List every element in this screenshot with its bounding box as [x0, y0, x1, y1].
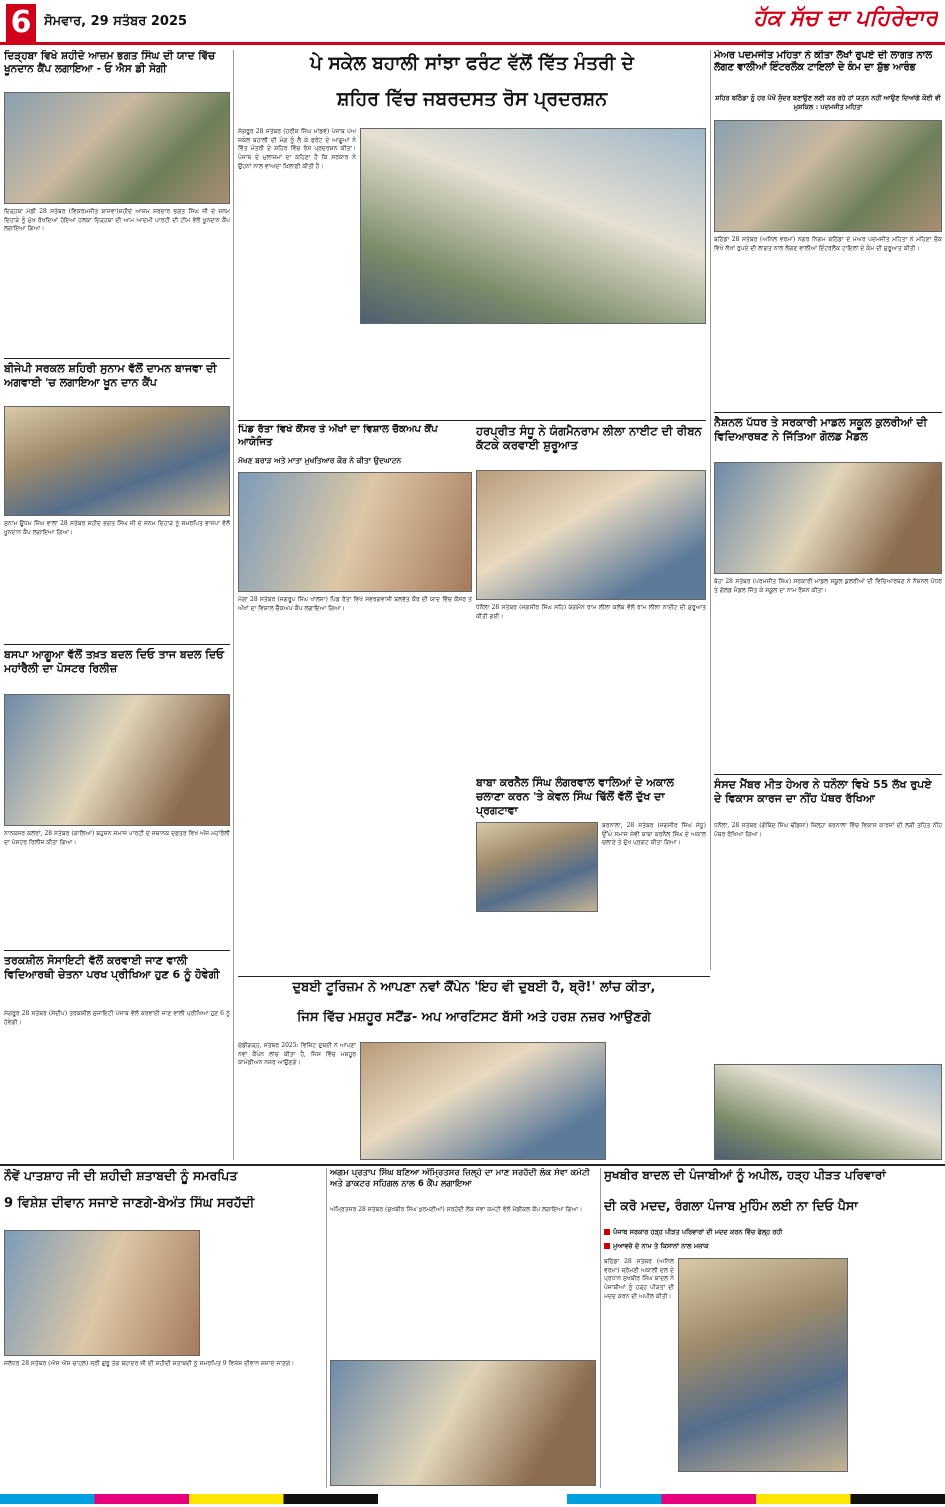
- mp-photo: [714, 1064, 942, 1160]
- meter-caption: ਸ਼ਹਿਰ ਬਠਿੰਡਾ ਨੂੰ ਹਰ ਪੱਖੋਂ ਸੁੰਦਰ ਬਣਾਉਣ ਲਈ ਕਰ ਰਹੇ ਹਾਂ ਯਤਨ ਨਹੀਂ ਆਉਣ ਦਿਆਂਗੇ ਕੋਈ ਵੀ ਮੁਸ਼ਕਿਲ : ਪਦਮਜੀਤ ਮਹਿਤਾ: [715, 94, 941, 111]
- tarksheel-headline: ਤਰਕਸ਼ੀਲ ਸੋਸਾਇਟੀ ਵੱਲੋਂ ਕਰਵਾਈ ਜਾਣ ਵਾਲੀ ਵਿਦਿਆਰਥੀ ਚੇਤਨਾ ਪਰਖ ਪ੍ਰੀਖਿਆ ਹੁਣ 6 ਨੂੰ ਹੋਵੇਗੀ: [4, 954, 220, 981]
- sports-body: ਬੋਹਾ 28 ਸਤੰਬਰ (ਪਰਮਜੀਤ ਸਿੰਘ) ਸਰਕਾਰੀ ਮਾਡਲ ਸਕੂਲ ਕੁਲਰੀਆਂ ਦੀ ਵਿਦਿਆਰਥਣ ਨੇ ਨੈਸ਼ਨਲ ਪੱਧਰ ਤੇ ਗੋਲਡ ਮੈਡਲ ਜਿੱਤ ਕੇ ਸਕੂਲ ਦਾ ਨਾਮ ਰੌਸ਼ਨ ਕੀਤਾ।: [714, 578, 942, 594]
- page-number-badge: [6, 4, 36, 42]
- column-rule: [233, 50, 234, 1160]
- tarksheel-body: ਸੰਗਰੂਰ 28 ਸਤੰਬਰ (ਸੰਦੀਪ) ਤਰਕਸ਼ੀਲ ਸੁਸਾਇਟੀ ਪੰਜਾਬ ਵੱਲੋਂ ਕਰਵਾਈ ਜਾਣ ਵਾਲੀ ਪ੍ਰੀਖਿਆ ਹੁਣ 6 ਨੂੰ ਹੋਵੇਗੀ।: [4, 1010, 230, 1026]
- eye-camp-headline: ਪਿੰਡ ਰੱਤਾ ਵਿਖੇ ਕੈਂਸਰ ਤੇ ਅੱਖਾਂ ਦਾ ਵਿਸ਼ਾਲ ਚੈੱਕਅਪ ਕੈਂਪ ਆਯੋਜਿਤ: [238, 424, 438, 448]
- main-protest-body: ਸੰਗਰੂਰ 28 ਸਤੰਬਰ (ਹਰੀਸ਼ ਸਿੰਘ ਮਾਂਡਵੇ) ਪੰਜਾਬ ਪੇਅ ਸਕੇਲ ਬਹਾਲੀ ਦੀ ਮੰਗ ਨੂੰ ਲੈ ਕੇ ਫਰੰਟ ਦੇ ਆਗੂਆਂ ਨੇ ਵਿੱਤ ਮੰਤਰੀ ਦੇ ਸ਼ਹਿਰ ਵਿੱਚ ਰੋਸ ਪ੍ਰਦਰਸ਼ਨ ਕੀਤਾ। ਪੰਜਾਬ ਦੇ ਮੁਲਾਜ਼ਮਾਂ ਦਾ ਕਹਿਣਾ ਹੈ ਕਿ ਸਰਕਾਰ ਨੇ ਉਹਨਾਂ ਨਾਲ ਵਾਅਦਾ ਖ਼ਿਲਾਫ਼ੀ ਕੀਤੀ ਹੈ।: [238, 128, 356, 170]
- column-rule: [600, 1168, 601, 1488]
- blood-camp-body: ਦਿੜ੍ਹਬਾ ਮੰਡੀ 28 ਸਤੰਬਰ (ਵਿਕਰਮਜੀਤ ਬਾਜਵਾ)ਸ਼ਹੀਦੇ ਆਜ਼ਮ ਸਰਦਾਰ ਭਗਤ ਸਿੰਘ ਜੀ ਦੇ ਜਨਮ ਦਿਹਾੜੇ ਨੂੰ ਮੁੱਖ ਰੱਖਦਿਆਂ ਹੋਇਆਂ ਹਲਕਾ ਦਿੜ੍ਹਬਾ ਦੀ ਆਮ ਆਦਮੀ ਪਾਰਟੀ ਦੀ ਟੀਮ ਵੱਲੋਂ ਖੂਨਦਾਨ ਕੈਂਪ ਲਗਾਇਆ ਗਿਆ।: [4, 208, 230, 233]
- bsp-body: ਨਾਨਕਸਰ ਕਲੇਰਾਂ, 28 ਸਤੰਬਰ (ਕਾਲਿਆ) ਬਹੁਜਨ ਸਮਾਜ ਪਾਰਟੀ ਦੇ ਸਥਾਨਕ ਦਫਤਰ ਵਿਖੇ ਅੱਜ ਮਹਾਂਰੈਲੀ ਦਾ ਪੋਸਟਰ ਰਿਲੀਜ਼ ਕੀਤਾ ਗਿਆ।: [4, 830, 230, 846]
- guru-headline-2: 9 ਵਿਸ਼ੇਸ਼ ਦੀਵਾਨ ਸਜਾਏ ਜਾਣਗੇ-ਬੇਅੰਤ ਸਿੰਘ ਸਰਹੱਦੀ: [4, 1196, 255, 1211]
- divider: [714, 412, 942, 413]
- eye-camp-photo: [238, 472, 472, 592]
- divider: [4, 950, 230, 951]
- guru-body-side: [204, 1230, 322, 1356]
- dubai-photo: [360, 1042, 606, 1160]
- column-rule: [710, 50, 711, 970]
- bsp-photo: [4, 694, 230, 826]
- sukhbir-headline-1: ਸੁਖਬੀਰ ਬਾਦਲ ਦੀ ਪੰਜਾਬੀਆਂ ਨੂੰ ਅਪੀਲ, ਹੜ੍ਹ ਪੀੜਤ ਪਰਿਵਾਰਾਂ: [604, 1168, 886, 1182]
- bottom-divider: [0, 1164, 945, 1166]
- eye-camp-subhead: ਮੱਖਣ ਬਰਾੜ ਅਤੇ ਮਾਤਾ ਮੁਖਤਿਆਰ ਕੌਰ ਨੇ ਕੀਤਾ ਉਦਘਾਟਨ: [238, 456, 402, 465]
- main-protest-headline-1: ਪੇ ਸਕੇਲ ਬਹਾਲੀ ਸਾਂਝਾ ਫਰੰਟ ਵੱਲੋਂ ਵਿੱਤ ਮੰਤਰੀ ਦੇ: [310, 53, 634, 74]
- bjp-camp-photo: [4, 406, 230, 516]
- sports-photo: [714, 462, 942, 574]
- meter-headline: ਮੇਅਰ ਪਦਮਜੀਤ ਮਹਿਤਾ ਨੇ ਕੀਤਾ ਲੱਖਾਂ ਰੁਪਏ ਦੀ ਲਾਗਤ ਨਾਲ ਲੱਗਣ ਵਾਲੀਆਂ ਇੰਟਰਲੌਕ ਟਾਇਲਾਂ ਦੇ ਕੰਮ ਦਾ ਸ਼ੁੱਭ ਆਰੰਭ: [714, 50, 933, 74]
- bjp-camp-headline: ਬੀਜੇਪੀ ਸਰਕਲ ਸ਼ਹਿਰੀ ਸੁਨਾਮ ਵੱਲੋਂ ਦਾਮਨ ਬਾਜਵਾ ਦੀ ਅਗਵਾਈ 'ਚ ਲਗਾਇਆ ਖੂਨ ਦਾਨ ਕੈਂਪ: [4, 362, 217, 389]
- main-protest-headline-2: ਸ਼ਹਿਰ ਵਿੱਚ ਜਬਰਦਸਤ ਰੋਸ ਪ੍ਰਦਰਸ਼ਨ: [336, 88, 608, 110]
- divider: [714, 774, 942, 775]
- sukhbir-photo: [678, 1258, 848, 1472]
- issue-date: ਸੋਮਵਾਰ, 29 ਸਤੰਬਰ 2025: [44, 14, 188, 29]
- agam-photo: [330, 1360, 596, 1486]
- sukhbir-body-cont: [852, 1258, 942, 1488]
- sukhbir-bullet-1: [604, 1228, 942, 1240]
- sukhbir-body: ਬਠਿੰਡਾ 28 ਸਤੰਬਰ (ਅਨਿਲ ਵਰਮਾ) ਸ਼੍ਰੋਮਣੀ ਅਕਾਲੀ ਦਲ ਦੇ ਪ੍ਰਧਾਨ ਸੁਖਬੀਰ ਸਿੰਘ ਬਾਦਲ ਨੇ ਪੰਜਾਬੀਆਂ ਨੂੰ ਹੜ੍ਹ ਪੀੜਤਾਂ ਦੀ ਮਦਦ ਕਰਨ ਦੀ ਅਪੀਲ ਕੀਤੀ।: [604, 1258, 674, 1300]
- guru-headline-1: ਨੌਵੇਂ ਪਾਤਸ਼ਾਹ ਜੀ ਦੀ ਸ਼ਹੀਦੀ ਸ਼ਤਾਬਦੀ ਨੂੰ ਸਮਰਪਿਤ: [4, 1168, 238, 1183]
- dubai-body: ਚੰਡੀਗੜ੍ਹ, ਸਤੰਬਰ 2025: ਵਿਜ਼ਿਟ ਦੁਬਈ ਨੇ ਆਪਣਾ ਨਵਾਂ ਕੈਂਪੇਨ ਲਾਂਚ ਕੀਤਾ ਹੈ, ਜਿਸ ਵਿੱਚ ਮਸ਼ਹੂਰ ਕਾਮੇਡੀਅਨ ਨਜ਼ਰ ਆਉਣਗੇ।: [238, 1042, 356, 1067]
- paper-name: ਹੱਕ ਸੱਚ ਦਾ ਪਹਿਰੇਦਾਰ: [753, 6, 938, 31]
- masthead-rule: [0, 42, 945, 45]
- main-protest-photo: [360, 128, 706, 324]
- sukhbir-bullet-2: [604, 1242, 942, 1254]
- funeral-headline: ਬਾਬਾ ਕਰਨੈਲ ਸਿੰਘ ਲੰਗਰਵਾਲ ਵਾਲਿਆਂ ਦੇ ਅਕਾਲ ਚਲਾਣਾ ਕਰਨ 'ਤੇ ਕੇਵਲ ਸਿੰਘ ਢਿੱਲੋਂ ਵੱਲੋਂ ਦੁੱਖ ਦਾ ਪ੍ਰਗਟਾਵਾ: [476, 776, 674, 817]
- blood-camp-headline: ਦਿੜ੍ਹਬਾ ਵਿਖੇ ਸ਼ਹੀਦੇ ਆਜ਼ਮ ਭਗਤ ਸਿੰਘ ਦੀ ਯਾਦ ਵਿੱਚ ਖੂਨਦਾਨ ਕੈਂਪ ਲਗਾਇਆ - ਓ ਐਸ ਡੀ ਸੇਗੀ: [4, 50, 216, 76]
- eye-camp-body: ਮੋਗਾ 28 ਸਤੰਬਰ (ਜਗਰੂਪ ਸਿੰਘ ਖਾਲਸਾ) ਪਿੰਡ ਰੱਤਾ ਵਿਖੇ ਸਵਰਗਵਾਸੀ ਬਲਵੰਤ ਕੌਰ ਦੀ ਯਾਦ ਵਿੱਚ ਕੈਂਸਰ ਤੇ ਅੱਖਾਂ ਦਾ ਵਿਸ਼ਾਲ ਚੈੱਕਅਪ ਕੈਂਪ ਲਗਾਇਆ ਗਿਆ।: [238, 596, 472, 612]
- funeral-body-cont: [476, 914, 706, 974]
- divider: [238, 976, 710, 977]
- agam-headline: ਅਗਮ ਪ੍ਰਤਾਪ ਸਿੰਘ ਬਣਿਆ ਅੰਮ੍ਰਿਤਸਰ ਜ਼ਿਲ੍ਹੇ ਦਾ ਮਾਣ ਸਰਹੱਦੀ ਲੋਕ ਸੇਵਾ ਕਮੇਟੀ ਅਤੇ ਡਾਕਟਰ ਸਹਿਗਲ ਨਾਲ 6 ਕੈਂਪ ਲਗਾਇਆ: [330, 1168, 590, 1189]
- bullet-text: ਮੁਆਵਜ਼ੇ ਦੇ ਨਾਮ ਤੇ ਕਿਸਾਨਾਂ ਨਾਲ ਮਜ਼ਾਕ: [613, 1242, 709, 1250]
- registration-strip: [0, 1494, 945, 1504]
- main-protest-body-cont: [238, 330, 706, 420]
- meter-photo: [714, 120, 942, 232]
- divider: [4, 644, 230, 645]
- mp-headline: ਸੰਸਦ ਮੈਂਬਰ ਮੀਤ ਹੇਅਰ ਨੇ ਧਨੌਲਾ ਵਿਖੇ 55 ਲੱਖ ਰੁਪਏ ਦੇ ਵਿਕਾਸ ਕਾਰਜ ਦਾ ਨੀਂਹ ਪੱਥਰ ਰੱਖਿਆ: [714, 778, 932, 805]
- bullet-icon: [604, 1229, 610, 1235]
- dubai-headline-1: ਦੁਬਈ ਟੂਰਿਜ਼ਮ ਨੇ ਆਪਣਾ ਨਵਾਂ ਕੈਂਪੇਨ 'ਇਹ ਵੀ ਦੁਬਈ ਹੈ, ਬ੍ਰੋ!' ਲਾਂਚ ਕੀਤਾ,: [292, 980, 656, 995]
- meter-body: ਬਠਿੰਡਾ 28 ਸਤੰਬਰ (ਅਨਿਲ ਵਰਮਾ) ਨਗਰ ਨਿਗਮ ਬਠਿੰਡਾ ਦੇ ਮੇਅਰ ਪਦਮਜੀਤ ਮਹਿਤਾ ਨੇ ਮਹਿਣਾ ਚੌਕ ਵਿਖੇ ਲੱਖਾਂ ਰੁਪਏ ਦੀ ਲਾਗਤ ਨਾਲ ਲੱਗਣ ਵਾਲੀਆਂ ਇੰਟਰਲੌਕ ਟਾਇਲਾਂ ਦੇ ਕੰਮ ਦੀ ਸ਼ੁਰੂਆਤ ਕੀਤੀ।: [714, 236, 942, 252]
- column-rule: [326, 1168, 327, 1488]
- guru-photo: [4, 1230, 200, 1356]
- dubai-body-cont: [610, 1042, 710, 1160]
- bullet-text: ਪੰਜਾਬ ਸਰਕਾਰ ਹੜ੍ਹ ਪੀੜਤ ਪਰਿਵਾਰਾਂ ਦੀ ਮਦਦ ਕਰਨ ਵਿੱਚ ਫੇਲ੍ਹ ਰਹੀ: [613, 1228, 783, 1236]
- funeral-photo: [476, 822, 598, 912]
- sukhbir-headline-2: ਦੀ ਕਰੋ ਮਦਦ, ਰੰਗਲਾ ਪੰਜਾਬ ਮੁਹਿੰਮ ਲਈ ਨਾ ਦਿਓ ਪੈਸਾ: [604, 1198, 858, 1213]
- bjp-camp-body: ਸੁਨਾਮ ਊਧਮ ਸਿੰਘ ਵਾਲਾ 28 ਸਤੰਬਰ ਸ਼ਹੀਦ ਭਗਤ ਸਿੰਘ ਜੀ ਦੇ ਜਨਮ ਦਿਹਾੜੇ ਨੂੰ ਸਮਰਪਿਤ ਭਾਜਪਾ ਵੱਲੋਂ ਖੂਨਦਾਨ ਕੈਂਪ ਲਗਾਇਆ ਗਿਆ।: [4, 520, 230, 536]
- mp-body: ਧਨੌਲਾ, 28 ਸਤੰਬਰ (ਗੋਬਿੰਦ ਸਿੰਘ ਢੀਂਡਸਾ) ਜ਼ਿਲ੍ਹਾ ਬਰਨਾਲਾ ਵਿੱਚ ਵਿਕਾਸ ਕਾਰਜਾਂ ਦੀ ਲੜੀ ਤਹਿਤ ਨੀਂਹ ਪੱਥਰ ਰੱਖਿਆ ਗਿਆ।: [714, 822, 942, 838]
- sports-headline: ਨੈਸ਼ਨਲ ਪੱਧਰ ਤੇ ਸਰਕਾਰੀ ਮਾਡਲ ਸਕੂਲ ਕੁਲਰੀਆਂ ਦੀ ਵਿਦਿਆਰਥਣ ਨੇ ਜਿੱਤਿਆ ਗੋਲਡ ਮੈਡਲ: [714, 416, 928, 443]
- bullet-icon: [604, 1243, 610, 1249]
- dubai-headline-2: ਜਿਸ ਵਿੱਚ ਮਸ਼ਹੂਰ ਸਟੈਂਡ- ਅਪ ਆਰਟਿਸਟ ਬੱਸੀ ਅਤੇ ਹਰਸ਼ ਨਜ਼ਰ ਆਉਣਗੇ: [297, 1010, 651, 1025]
- funeral-body: ਬਰਨਾਲਾ, 28 ਸਤੰਬਰ (ਜਗਸੀਰ ਸਿੰਘ ਸੰਧੂ) ਉੱਘੇ ਸਮਾਜ ਸੇਵੀ ਬਾਬਾ ਕਰਨੈਲ ਸਿੰਘ ਦੇ ਅਕਾਲ ਚਲਾਣੇ ਤੇ ਦੁੱਖ ਪ੍ਰਗਟ ਕੀਤਾ ਗਿਆ।: [602, 822, 706, 847]
- divider: [4, 358, 230, 359]
- blood-camp-photo: [4, 92, 230, 204]
- harpreet-body: ਧੰਨੌਲਾ 28 ਸਤੰਬਰ (ਜਗਸੀਰ ਸਿੰਘ ਸਹਿ) ਯੰਗਮੈਨ ਰਾਮ ਲੀਲਾ ਕਲੱਬ ਵੱਲੋਂ ਰਾਮ ਲੀਲਾ ਨਾਈਟ ਦੀ ਸ਼ੁਰੂਆਤ ਕੀਤੀ ਗਈ।: [476, 604, 706, 620]
- bsp-headline: ਬਸਪਾ ਆਗੂਆ ਵੱਲੋਂ ਤਖ਼ਤ ਬਦਲ ਦਿਓ ਤਾਜ ਬਦਲ ਦਿਓ ਮਹਾਂਰੈਲੀ ਦਾ ਪੋਸਟਰ ਰਿਲੀਜ਼: [4, 648, 224, 675]
- guru-body: ਜਲੰਧਰ 28 ਸਤੰਬਰ (ਐਸ ਐਸ ਚਾਹਲ) ਸ੍ਰੀ ਗੁਰੂ ਤੇਗ ਬਹਾਦਰ ਜੀ ਦੀ ਸ਼ਹੀਦੀ ਸ਼ਤਾਬਦੀ ਨੂੰ ਸਮਰਪਿਤ 9 ਵਿਸ਼ੇਸ਼ ਦੀਵਾਨ ਸਜਾਏ ਜਾਣਗੇ।: [4, 1360, 295, 1367]
- page-number: 6: [10, 5, 32, 40]
- harpreet-headline: ਹਰਪ੍ਰੀਤ ਸੰਧੂ ਨੇ ਯੰਗਮੈਨਰਾਮ ਲੀਲਾ ਨਾਈਟ ਦੀ ਰੀਬਨ ਕੱਟਕੇ ਕਰਵਾਈ ਸ਼ੁਰੂਆਤ: [476, 424, 702, 453]
- harpreet-photo: [476, 470, 706, 600]
- agam-body: ਅੰਮ੍ਰਿਤਸਰ 28 ਸਤੰਬਰ (ਸੁਖਬੀਰ ਸਿੰਘ ਖੁਰਮਣੀਆਂ) ਸਰਹੱਦੀ ਲੋਕ ਸੇਵਾ ਕਮੇਟੀ ਵੱਲੋਂ ਮੈਡੀਕਲ ਕੈਂਪ ਲਗਾਇਆ ਗਿਆ।: [330, 1206, 583, 1213]
- divider: [238, 420, 706, 421]
